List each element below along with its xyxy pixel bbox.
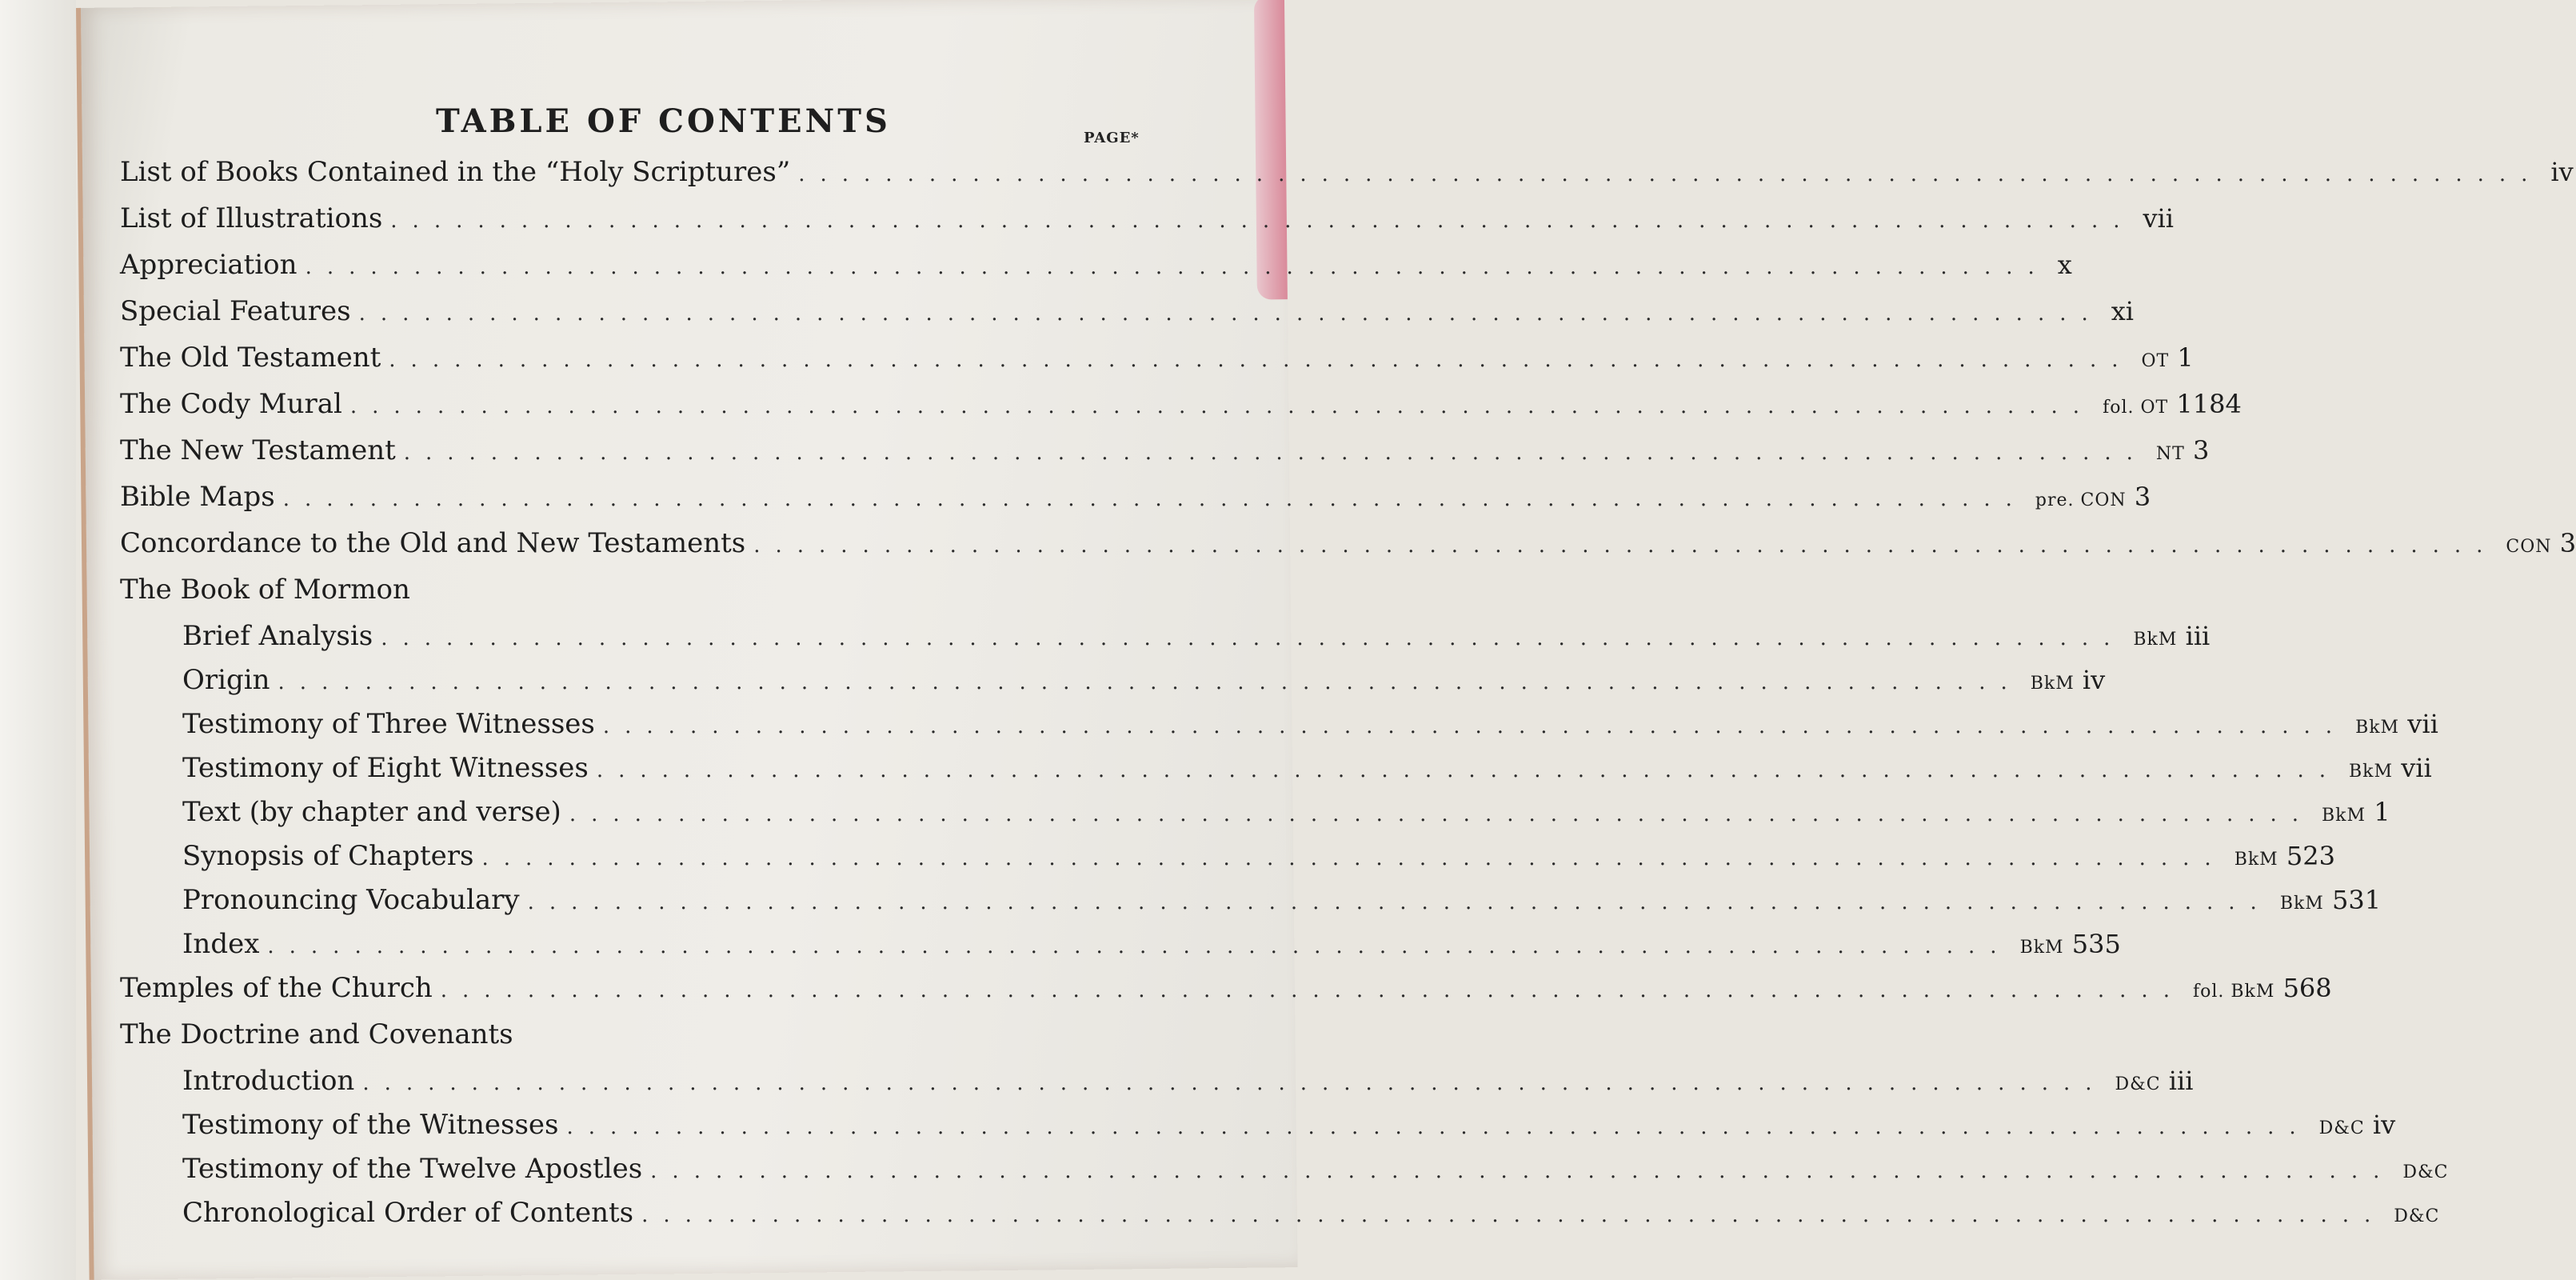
page-title: TABLE OF CONTENTS (436, 102, 891, 140)
toc-entry-page-number: 3 (2193, 435, 2210, 466)
toc-entry-page (2031, 665, 2106, 695)
toc-entry-prefix: BkM (2030, 674, 2075, 694)
toc-entry-page (2506, 528, 2576, 558)
toc-entry (120, 1065, 2194, 1109)
toc-entry-label: Special Features (120, 295, 351, 327)
leader-dots: ................................................................................ (753, 534, 2498, 558)
toc-entry-page-number: x (2057, 250, 2072, 280)
toc-entry-prefix: fol. BkM (2192, 982, 2275, 1002)
toc-entry-page-number: iv (2372, 1110, 2396, 1140)
toc-entry-label: Appreciation (120, 249, 298, 281)
toc-entry-prefix: BkM (2234, 850, 2278, 870)
leader-dots: ................................................................................ (798, 162, 2543, 186)
leader-dots: ................................................................................ (641, 1203, 2386, 1227)
toc-entry-prefix: NT (2155, 444, 2185, 464)
toc-entry-page (2322, 797, 2390, 827)
leader-dots: ................................................................................ (278, 670, 2023, 694)
toc-entry-page-number: iv (2082, 665, 2106, 695)
table-of-contents (120, 156, 2576, 1241)
toc-entry-page (2280, 885, 2381, 915)
leader-dots: ................................................................................ (440, 978, 2185, 1002)
toc-entry-prefix: D&C (2402, 1162, 2449, 1182)
toc-entry-label: Bible Maps (120, 481, 275, 513)
toc-entry-page (2143, 203, 2174, 234)
toc-entry-page-number: xi (2111, 296, 2135, 326)
toc-entry-prefix: D&C (2394, 1206, 2440, 1226)
toc-entry (120, 249, 2072, 295)
toc-entry (120, 664, 2106, 708)
toc-entry-page (2111, 296, 2134, 326)
toc-entry-prefix: OT (2141, 351, 2170, 371)
toc-entry-page-number: 535 (2071, 929, 2121, 959)
toc-entry (120, 752, 2432, 796)
toc-entry-page (2058, 250, 2072, 280)
toc-entry-label: Text (by chapter and verse) (182, 796, 561, 828)
toc-entry-prefix: BkM (2019, 938, 2064, 958)
toc-entry (120, 156, 2574, 202)
leader-dots: ................................................................................ (267, 934, 2012, 958)
toc-entry-label: The Book of Mormon (120, 574, 410, 606)
toc-entry (120, 434, 2210, 481)
toc-entry-page-number: 523 (2286, 841, 2335, 871)
leader-dots: ................................................................................ (403, 441, 2148, 465)
toc-entry-label: Testimony of Eight Witnesses (182, 752, 589, 784)
toc-entry-page (2115, 1066, 2194, 1096)
toc-entry (120, 388, 2242, 434)
toc-entry-label: The New Testament (120, 434, 396, 466)
toc-entry (120, 620, 2211, 664)
leader-dots: ................................................................................ (389, 348, 2134, 372)
toc-entry-page-number: iv (2550, 157, 2574, 187)
left-margin (0, 0, 76, 1280)
toc-entry-page (2550, 157, 2573, 187)
toc-entry (120, 202, 2175, 249)
toc-entry-label: Testimony of Three Witnesses (182, 708, 595, 740)
toc-entry (120, 295, 2135, 342)
toc-entry-page-number: 568 (2282, 973, 2332, 1003)
toc-entry-label: Brief Analysis (182, 620, 373, 652)
toc-entry (120, 481, 2151, 527)
toc-entry-page-number: 1184 (2176, 389, 2242, 419)
toc-entry-label: Introduction (182, 1065, 355, 1097)
toc-entry-prefix: BkM (2133, 630, 2178, 650)
toc-entry-label: Concordance to the Old and New Testaments (120, 527, 746, 559)
leader-dots: ................................................................................ (602, 714, 2348, 738)
leader-dots: ................................................................................ (527, 890, 2272, 914)
toc-entry-page (2020, 929, 2121, 959)
page-column-header: PAGE* (1084, 130, 1140, 146)
toc-entry-label: Testimony of the Witnesses (182, 1109, 559, 1141)
toc-entry (120, 884, 2382, 928)
toc-entry (120, 972, 2332, 1018)
toc-entry-page-number: iii (2168, 1066, 2194, 1096)
toc-entry-prefix: D&C (2318, 1118, 2365, 1138)
toc-entry-page-number: 3 (2559, 528, 2576, 558)
leader-dots: ................................................................................ (358, 302, 2103, 326)
toc-entry-prefix: BkM (2355, 718, 2400, 738)
leader-dots: ................................................................................ (349, 394, 2095, 418)
toc-entry-label: Origin (182, 664, 270, 696)
toc-entry-page-number: vii (2143, 203, 2175, 234)
toc-entry-page (2349, 753, 2432, 783)
toc-entry-label: List of Books Contained in the “Holy Scriptures” (120, 156, 791, 188)
toc-entry-prefix: CON (2506, 537, 2552, 557)
toc-entry-label: Temples of the Church (120, 972, 433, 1004)
toc-entry-label: List of Illustrations (120, 202, 383, 234)
toc-entry-prefix: D&C (2115, 1074, 2161, 1094)
toc-entry-page-number: 531 (2332, 885, 2382, 915)
toc-entry (120, 1153, 2449, 1197)
toc-entry-prefix: fol. OT (2103, 398, 2169, 418)
toc-entry (120, 574, 1224, 620)
leader-dots: ................................................................................ (481, 846, 2227, 870)
toc-entry-page-number: vii (2401, 753, 2432, 783)
toc-entry-label: The Cody Mural (120, 388, 342, 420)
leader-dots: ................................................................................ (381, 626, 2126, 650)
toc-entry (120, 796, 2390, 840)
toc-entry-page-number: 1 (2374, 797, 2390, 827)
toc-entry-prefix: BkM (2279, 894, 2324, 914)
toc-entry-page (2402, 1154, 2448, 1184)
toc-entry-label: Synopsis of Chapters (182, 840, 474, 872)
leader-dots: ................................................................................ (362, 1071, 2107, 1095)
toc-entry-page (2141, 342, 2193, 373)
leader-dots: ................................................................................ (390, 209, 2135, 233)
toc-entry (120, 708, 2438, 752)
toc-entry-page-number: vii (2407, 709, 2438, 739)
leader-dots: ................................................................................ (596, 758, 2341, 782)
toc-entry-page-number: iii (2185, 621, 2211, 651)
toc-entry-page (2235, 841, 2335, 871)
leader-dots: ................................................................................ (282, 487, 2027, 511)
toc-entry (120, 1018, 1224, 1065)
toc-entry-label: Pronouncing Vocabulary (182, 884, 520, 916)
toc-entry (120, 1197, 2440, 1241)
leader-dots: ................................................................................ (569, 802, 2314, 826)
toc-entry-label: The Old Testament (120, 342, 381, 374)
toc-entry-page (2193, 973, 2332, 1003)
toc-entry-page-number: 3 (2134, 482, 2151, 512)
toc-entry (120, 840, 2335, 884)
toc-entry (120, 342, 2194, 388)
toc-entry-page-number: 1 (2177, 342, 2194, 373)
leader-dots: ................................................................................ (305, 255, 2050, 279)
toc-entry-page (2394, 1198, 2439, 1228)
toc-entry-page (2133, 621, 2210, 651)
leader-dots: ................................................................................ (650, 1159, 2395, 1183)
toc-entry-prefix: BkM (2322, 806, 2366, 826)
toc-entry-page (2156, 435, 2209, 466)
leader-dots: ................................................................................ (566, 1115, 2311, 1139)
toc-entry (120, 1109, 2396, 1153)
toc-entry (120, 928, 2121, 972)
toc-entry-label: Chronological Order of Contents (182, 1197, 634, 1229)
toc-entry (120, 527, 2576, 574)
toc-entry-label: Testimony of the Twelve Apostles (182, 1153, 643, 1185)
toc-entry-label: Index (182, 928, 260, 960)
toc-entry-prefix: pre. CON (2035, 490, 2127, 510)
toc-entry-page (2035, 482, 2151, 512)
toc-entry-page (2103, 389, 2242, 419)
toc-entry-page (2355, 709, 2438, 739)
toc-entry-label: The Doctrine and Covenants (120, 1018, 513, 1050)
toc-entry-prefix: BkM (2349, 762, 2394, 782)
toc-entry-page (2319, 1110, 2396, 1140)
